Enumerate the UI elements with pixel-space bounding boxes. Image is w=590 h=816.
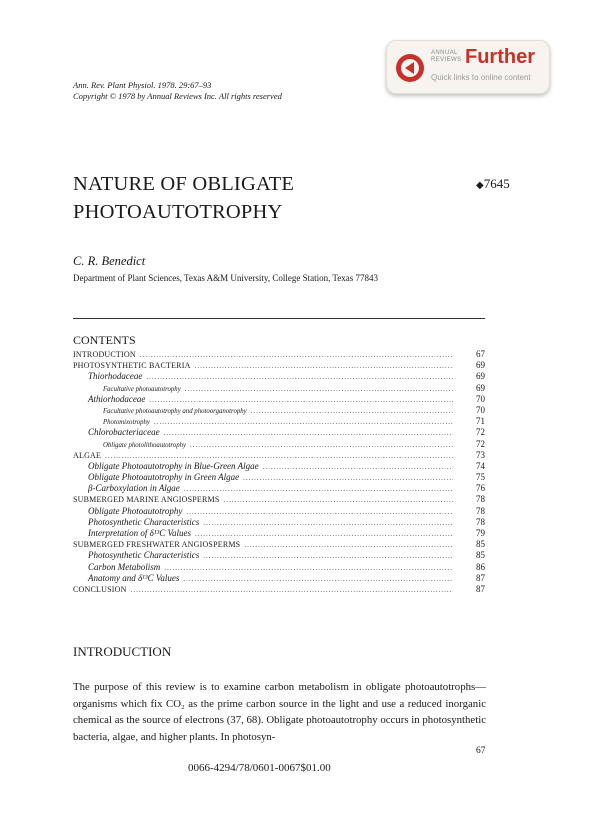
toc-entry-page: 86 [476,561,485,572]
toc-leader-dots [183,574,453,585]
toc-entry-label: Anatomy and δ¹³C Values [88,572,180,583]
toc-entry[interactable] [73,450,485,461]
badge-subtitle: Quick links to online content [431,73,531,82]
toc-entry-label: CONCLUSION [73,584,127,594]
toc-entry-label: Facultative photoautotrophy and photoorganotrophy [103,407,247,415]
toc-entry-page: 69 [476,382,485,393]
toc-leader-dots [164,428,453,439]
toc-entry-page: 69 [476,371,485,382]
badge-annual-reviews [431,50,461,64]
toc-entry[interactable] [73,483,485,494]
article-number [476,176,510,192]
divider [73,318,485,319]
toc-leader-dots [243,473,453,484]
toc-entry-label: PHOTOSYNTHETIC BACTERIA [73,361,191,371]
toc-entry-label: Carbon Metabolism [88,561,161,572]
toc-entry[interactable] [73,405,485,416]
further-badge[interactable] [386,40,550,94]
toc-leader-dots [244,540,453,551]
toc-leader-dots [184,484,453,495]
toc-entry-label: Chlorobacteriaceae [88,427,160,438]
table-of-contents [73,349,485,595]
toc-entry-label: SUBMERGED MARINE ANGIOSPERMS [73,495,220,505]
toc-leader-dots [203,518,453,529]
diamond-icon: ◆ [476,180,484,191]
toc-entry-label: SUBMERGED FRESHWATER ANGIOSPERMS [73,540,241,550]
toc-leader-dots [186,507,453,518]
author-affiliation: Department of Plant Sciences, Texas A&M University, College Station, Texas 77843 [73,273,379,283]
toc-leader-dots [185,384,453,395]
toc-entry-page: 71 [476,416,485,427]
toc-entry[interactable] [73,506,485,517]
toc-entry[interactable] [73,371,485,382]
toc-entry-label: Obligate photolithoautotrophy [103,441,187,449]
toc-entry-page: 70 [476,404,485,415]
toc-entry[interactable] [73,439,485,450]
toc-entry-label: Obligate Photoautotrophy in Green Algae [88,472,240,483]
toc-entry-page: 75 [476,472,485,483]
toc-entry[interactable] [73,394,485,405]
toc-entry-page: 79 [476,528,485,538]
toc-entry[interactable] [73,427,485,438]
footer-code: 0066-4294/78/0601-0067$01.00 [188,762,331,774]
toc-leader-dots [251,406,453,417]
toc-entry-page: 78 [476,505,485,516]
toc-entry-label: Interpretation of δ¹³C Values [88,528,191,538]
toc-entry[interactable] [73,584,485,595]
toc-entry[interactable] [73,472,485,483]
author-name: C. R. Benedict [73,254,146,268]
article-number-value: 7645 [483,176,510,191]
toc-entry-label: β-Carboxylation in Algae [88,483,180,494]
toc-entry-page: 74 [476,460,485,471]
toc-entry-label: Obligate Photoautotrophy [88,505,183,516]
toc-entry-label: Obligate Photoautotrophy in Blue-Green Algae [88,460,259,471]
toc-entry[interactable] [73,416,485,427]
body-paragraph: The purpose of this review is to examine carbon metabolism in obligate photoautotrophs—organisms which fix CO₂ as the prime carbon source in the light and use a reduced inorganic chemical as the source of electrons (37, 68). Obligate photoautotrophy occurs in photosynthetic bacteria, algae, and higher plants. In photosyn- [73,681,486,744]
toc-entry-page: 73 [476,449,485,460]
toc-entry-label: Photosynthetic Characteristics [88,550,200,561]
page-number: 67 [476,746,486,756]
toc-entry[interactable] [73,528,485,539]
toc-entry-page: 70 [476,393,485,404]
title-line-2: PHOTOAUTOTROPHY [73,201,283,223]
toc-entry-page: 78 [476,494,485,505]
toc-entry[interactable] [73,517,485,528]
toc-entry-page: 69 [476,360,485,371]
toc-entry-page: 67 [476,349,485,359]
badge-annual-label: ANNUAL [431,50,458,56]
toc-leader-dots [224,495,453,506]
toc-entry[interactable] [73,573,485,584]
toc-entry[interactable] [73,494,485,505]
toc-entry[interactable] [73,539,485,550]
toc-entry-page: 72 [476,438,485,449]
toc-leader-dots [190,440,453,451]
toc-entry[interactable] [73,349,485,360]
toc-entry[interactable] [73,550,485,561]
toc-entry-label: Facultative photoautotrophy [103,385,181,393]
toc-entry-page: 85 [476,550,485,561]
toc-entry[interactable] [73,461,485,472]
toc-entry[interactable] [73,383,485,394]
toc-entry-page: 78 [476,516,485,527]
toc-entry-label: Athiorhodaceae [88,393,146,404]
toc-entry-label: Photomixotrophy [103,419,150,427]
toc-entry[interactable] [73,360,485,371]
arrow-circle-icon [395,53,425,83]
toc-entry-page: 87 [476,572,485,583]
toc-leader-dots [263,462,453,473]
contents-heading: CONTENTS [73,333,136,347]
toc-entry-page: 87 [476,583,485,594]
toc-entry-label: ALGAE [73,450,102,460]
title-line-1: NATURE OF OBLIGATE [73,173,295,195]
toc-leader-dots [146,372,453,383]
journal-citation [73,80,282,102]
toc-entry-page: 85 [476,539,485,550]
toc-leader-dots [149,395,453,406]
citation-line-journal: Ann. Rev. Plant Physiol. 1978. 29:67–93 [73,80,212,90]
article-title [73,170,294,226]
badge-further-label: Further [465,46,535,68]
toc-entry-label: Photosynthetic Characteristics [88,516,200,527]
toc-leader-dots [164,563,453,574]
toc-leader-dots [203,551,453,562]
toc-entry[interactable] [73,562,485,573]
section-heading: INTRODUCTION [73,644,172,659]
toc-entry-page: 76 [476,483,485,494]
toc-entry-label: INTRODUCTION [73,350,136,359]
citation-line-copyright: Copyright © 1978 by Annual Reviews Inc. All rights reserved [73,91,282,101]
badge-reviews-label: REVIEWS [431,57,462,63]
toc-leader-dots [195,361,453,372]
toc-entry-page: 72 [476,427,485,438]
toc-leader-dots [131,585,453,596]
toc-entry-label: Thiorhodaceae [88,371,143,382]
toc-leader-dots [154,417,453,428]
